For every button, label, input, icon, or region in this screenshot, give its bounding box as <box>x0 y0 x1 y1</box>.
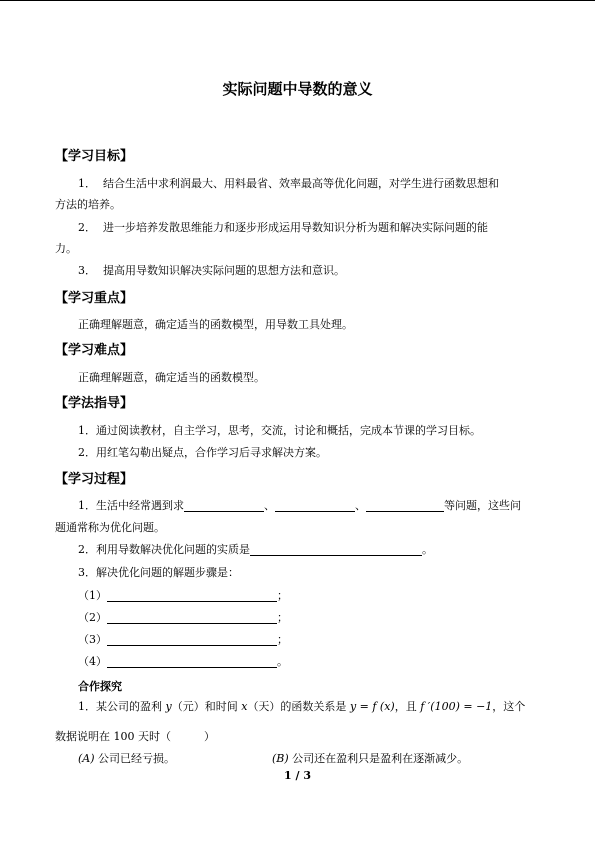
page-title: 实际问题中导数的意义 <box>222 80 373 98</box>
goal-item-1 <box>78 177 499 190</box>
ex1-var-y: y <box>165 700 172 713</box>
step-label: （2） <box>78 611 107 624</box>
coop-heading: 合作探究 <box>78 680 122 693</box>
ex1-var-x: x <box>241 700 248 713</box>
goal-text: 提高用导数知识解决实际问题的思想方法和意识。 <box>103 264 345 277</box>
example-1 <box>78 700 525 713</box>
step-blank[interactable] <box>107 634 277 646</box>
process-q1-cont: 题通常称为优化问题。 <box>55 521 165 534</box>
step-1 <box>78 589 288 602</box>
step-label: （4） <box>78 655 107 668</box>
ex1-text: 1．某公司的盈利 <box>78 700 162 713</box>
process-q1 <box>78 499 521 512</box>
goal-num: 1． <box>78 177 96 190</box>
difficult-heading: 【学习难点】 <box>55 343 134 358</box>
method-item-1: 1．通过阅读教材，自主学习，思考，交流，讨论和概括，完成本节课的学习目标。 <box>78 424 481 437</box>
process-q2 <box>78 543 433 556</box>
goal-text: 结合生活中求利润最大、用料最省、效率最高等优化问题，对学生进行函数思想和 <box>103 177 499 190</box>
step-label: （1） <box>78 589 107 602</box>
process-q3: 3．解决优化问题的解题步骤是： <box>78 566 239 579</box>
method-heading: 【学法指导】 <box>55 396 134 411</box>
goal-text: 进一步培养发散思维能力和逐步形成运用导数知识分析为题和解决实际问题的能 <box>103 221 488 234</box>
header-rule <box>0 0 595 1</box>
step-2 <box>78 611 288 624</box>
step-blank[interactable] <box>107 590 277 602</box>
goal-item-3 <box>78 264 345 277</box>
method-item-2: 2．用红笔勾勒出疑点，合作学习后寻求解决方案。 <box>78 446 327 459</box>
ex1-function: y = f (x) <box>349 700 395 713</box>
q2-prefix: 2．利用导数解决优化问题的实质是 <box>78 543 250 556</box>
ex1-derivative: f ′(100) = −1 <box>420 700 493 713</box>
q1-sep: 、 <box>355 499 366 512</box>
step-end: ； <box>277 611 288 624</box>
key-heading: 【学习重点】 <box>55 291 134 306</box>
option-label: (A) <box>78 752 95 765</box>
goals-heading: 【学习目标】 <box>55 149 134 164</box>
q1-blank-1[interactable] <box>184 500 264 512</box>
difficult-text: 正确理解题意，确定适当的函数模型。 <box>78 371 265 384</box>
q1-blank-2[interactable] <box>275 500 355 512</box>
step-blank[interactable] <box>107 612 277 624</box>
step-3 <box>78 633 288 646</box>
page-number: 1 / 3 <box>284 769 311 782</box>
option-label: (B) <box>272 752 289 765</box>
step-blank[interactable] <box>107 656 277 668</box>
ex1-text: ，这个 <box>492 700 526 713</box>
goal-item-2-cont: 力。 <box>55 242 77 255</box>
option-b <box>272 752 468 765</box>
q2-suffix: 。 <box>422 543 433 556</box>
example-1-cont: 数据说明在 100 天时（ ） <box>55 730 215 743</box>
goal-item-2 <box>78 221 488 234</box>
q1-suffix: 等问题，这些问 <box>444 499 521 512</box>
q1-prefix: 1．生活中经常遇到求 <box>78 499 184 512</box>
step-end: ； <box>277 633 288 646</box>
step-end: ； <box>277 589 288 602</box>
q1-sep: 、 <box>264 499 275 512</box>
option-a <box>78 752 175 765</box>
goal-num: 3． <box>78 264 96 277</box>
option-text: 公司已经亏损。 <box>98 752 176 765</box>
key-text: 正确理解题意，确定适当的函数模型，用导数工具处理。 <box>78 318 353 331</box>
step-4 <box>78 655 288 668</box>
step-label: （3） <box>78 633 107 646</box>
ex1-text: （天）的函数关系是 <box>247 700 347 713</box>
q2-blank[interactable] <box>250 544 422 556</box>
goal-item-1-cont: 方法的培养。 <box>55 198 121 211</box>
q1-blank-3[interactable] <box>366 500 444 512</box>
step-end: 。 <box>277 655 288 668</box>
option-text: 公司还在盈利只是盈利在逐渐减少。 <box>292 752 469 765</box>
ex1-text: （元）和时间 <box>171 700 238 713</box>
ex1-text: ，且 <box>394 700 417 713</box>
process-heading: 【学习过程】 <box>55 472 134 487</box>
goal-num: 2． <box>78 221 96 234</box>
